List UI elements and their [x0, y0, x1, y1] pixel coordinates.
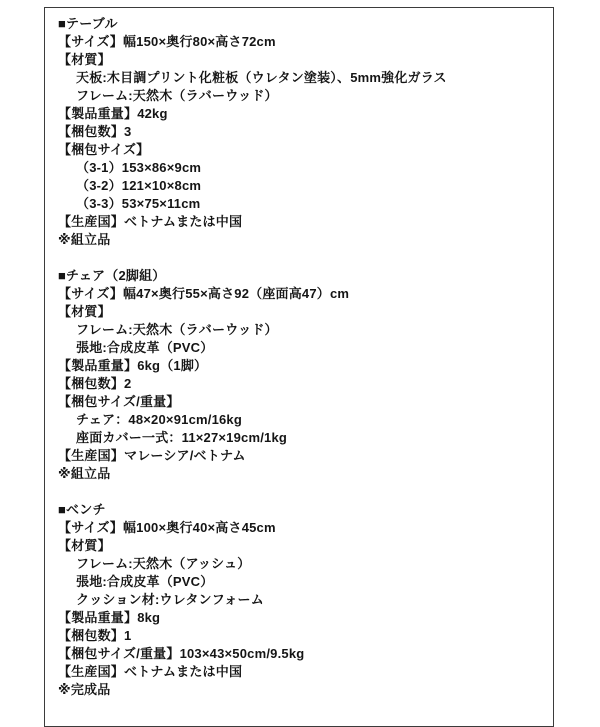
spec-line-material-frame: フレーム:天然木（ラバーウッド）	[76, 88, 278, 103]
spec-line-assembly-note: ※組立品	[58, 466, 111, 481]
spec-line-package-chair: チェア：48×20×91cm/16kg	[76, 412, 243, 427]
spec-line-country: 【生産国】ベトナムまたは中国	[58, 214, 243, 229]
spec-line-country: 【生産国】マレーシア/ベトナム	[58, 448, 246, 463]
spec-line-material-label: 【材質】	[58, 304, 111, 319]
spec-line-package-seat-cover: 座面カバー一式：11×27×19cm/1kg	[76, 430, 288, 445]
spec-line-package-count: 【梱包数】1	[58, 628, 132, 643]
section-title-bench: ■ベンチ	[58, 502, 106, 517]
spec-line-material-upholstery: 張地:合成皮革（PVC）	[76, 340, 214, 355]
section-title-chair: ■チェア（2脚組）	[58, 268, 166, 283]
spec-line-weight: 【製品重量】8kg	[58, 610, 161, 625]
spec-line-material-cushion: クッション材:ウレタンフォーム	[76, 592, 264, 607]
spec-line-size: 【サイズ】幅100×奥行40×高さ45cm	[58, 520, 276, 535]
spec-line-material-label: 【材質】	[58, 52, 111, 67]
spec-line-package-size-label: 【梱包サイズ】	[58, 142, 150, 157]
spec-section-table	[58, 15, 543, 249]
spec-line-package-count: 【梱包数】2	[58, 376, 132, 391]
spec-line-material-top: 天板:木目調プリント化粧板（ウレタン塗装）、5mm強化ガラス	[76, 70, 447, 85]
spec-line-weight: 【製品重量】42kg	[58, 106, 168, 121]
spec-section-bench	[58, 501, 543, 699]
spec-line-country: 【生産国】ベトナムまたは中国	[58, 664, 243, 679]
spec-line-size: 【サイズ】幅150×奥行80×高さ72cm	[58, 34, 276, 49]
spec-line-package-size: 【梱包サイズ/重量】103×43×50cm/9.5kg	[58, 646, 305, 661]
spec-section-chair	[58, 267, 543, 483]
product-spec-panel	[44, 7, 554, 727]
spec-line-weight: 【製品重量】6kg（1脚）	[58, 358, 208, 373]
section-title-table: ■テーブル	[58, 16, 118, 31]
spec-line-package-1: （3-1）153×86×9cm	[76, 160, 202, 175]
spec-line-size: 【サイズ】幅47×奥行55×高さ92（座面高47）cm	[58, 286, 350, 301]
spec-line-package-size-label: 【梱包サイズ/重量】	[58, 394, 180, 409]
spec-line-finished-note: ※完成品	[58, 682, 111, 697]
spec-line-material-frame: フレーム:天然木（ラバーウッド）	[76, 322, 278, 337]
spec-line-material-upholstery: 張地:合成皮革（PVC）	[76, 574, 214, 589]
spec-line-package-count: 【梱包数】3	[58, 124, 132, 139]
spec-line-package-2: （3-2）121×10×8cm	[76, 178, 202, 193]
spec-line-assembly-note: ※組立品	[58, 232, 111, 247]
spec-line-material-frame: フレーム:天然木（アッシュ）	[76, 556, 251, 571]
spec-line-package-3: （3-3）53×75×11cm	[76, 196, 201, 211]
spec-line-material-label: 【材質】	[58, 538, 111, 553]
